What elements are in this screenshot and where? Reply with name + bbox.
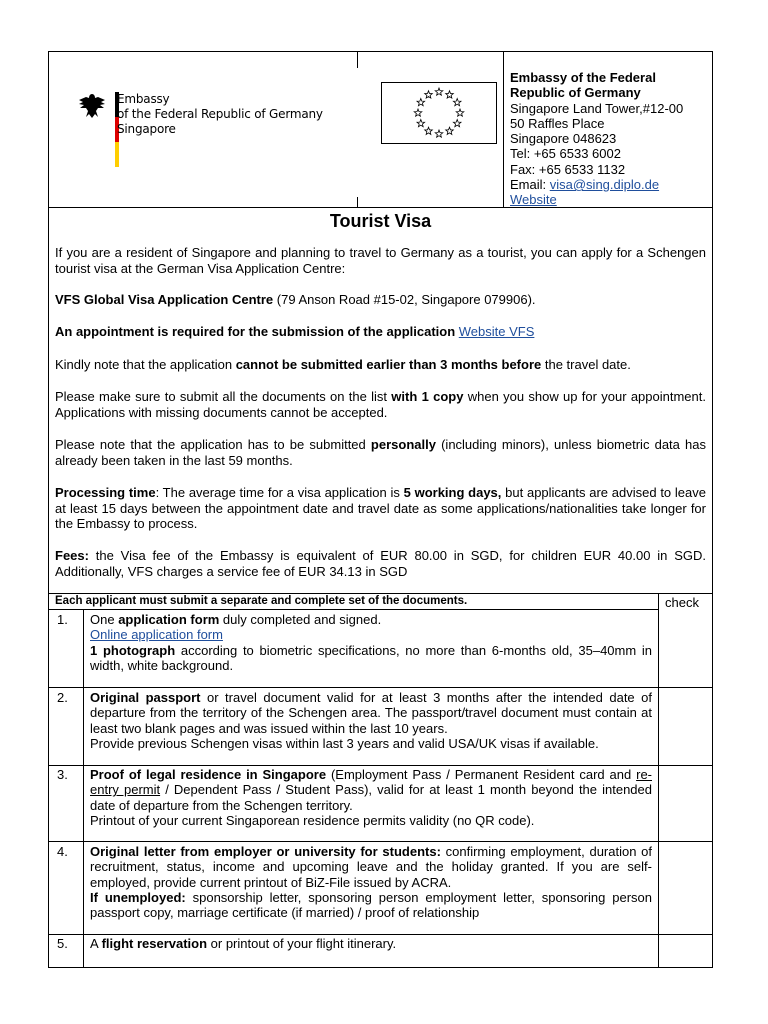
item-3-line	[90, 767, 652, 813]
vfs-address: (79 Anson Road #15-02, Singapore 079906).	[273, 292, 536, 307]
row-divider	[49, 934, 712, 935]
vfs-name: VFS Global Visa Application Centre	[55, 292, 274, 307]
checklist-item-3	[90, 767, 652, 828]
documents-paragraph	[55, 389, 706, 420]
item-1-photo-text: according to biometric specifications, no more than 6-months old, 35–40mm in width, white background.	[90, 642, 653, 673]
logo-line: of the Federal Republic of Germany	[117, 107, 323, 121]
item-number: 2.	[57, 690, 68, 705]
appointment-text: An appointment is required for the submission of the application	[55, 324, 456, 339]
address-line: Singapore Land Tower,#12-00	[510, 100, 684, 116]
item-1-line	[90, 612, 652, 627]
check-column-line	[658, 593, 659, 967]
vfs-paragraph	[55, 292, 706, 308]
item-3-post: / Dependent Pass / Student Pass), valid for at least 1 month beyond the intended date of departure from the Schengen territory.	[90, 782, 652, 813]
letterhead	[49, 52, 712, 209]
checklist-item-2	[90, 690, 652, 751]
item-4-bold2: If unemployed:	[90, 889, 186, 905]
fax-line: Fax: +65 6533 1132	[510, 161, 626, 177]
logo-text	[117, 92, 323, 137]
processing-pre: : The average time for a visa application is	[155, 485, 404, 500]
timing-paragraph	[55, 357, 706, 373]
timing-pre: Kindly note that the application	[55, 357, 236, 372]
intro-paragraph: If you are a resident of Singapore and planning to travel to Germany as a tourist, you can apply for a Schengen tourist visa at the German Visa Application Centre:	[55, 245, 706, 276]
embassy-name-line: Republic of Germany	[510, 85, 641, 101]
eu-star-icon	[446, 91, 454, 98]
item-number: 4.	[57, 844, 68, 859]
item-4-text: confirming employment, duration of recruitment, status, income and upcoming leave and the holiday granted. If you are self-employed, provide current printout of BiZ-File issued by ACRA.	[90, 844, 653, 890]
address-line: 50 Raffles Place	[510, 115, 605, 131]
item-4-text2: sponsorship letter, sponsoring person employment letter, sponsoring person passport copy, marriage certificate (if married) / proof of relationship	[90, 889, 652, 921]
check-column-header: check	[665, 595, 699, 610]
item-4-line	[90, 844, 652, 890]
document-frame	[48, 51, 713, 968]
item-number: 3.	[57, 767, 68, 782]
processing-post: but applicants are advised to leave at least 15 days between the appointment date and travel date as some applications/nationalities take longer for the Embassy to process.	[55, 485, 706, 531]
item-3-pre: (Employment Pass / Permanent Resident card and	[326, 767, 637, 782]
item-1-photo	[90, 643, 652, 674]
timing-post: the travel date.	[541, 357, 631, 372]
federal-eagle-icon	[77, 92, 107, 120]
eu-star-icon	[453, 120, 461, 127]
row-divider	[49, 687, 712, 688]
logo-line: Singapore	[117, 122, 176, 136]
item-5-pre: A	[90, 936, 102, 951]
embassy-address	[510, 70, 683, 208]
documents-pre: Please make sure to submit all the documents on the list	[55, 389, 392, 404]
checklist-header: Each applicant must submit a separate and complete set of the documents.	[55, 595, 468, 607]
item-2-extra: Provide previous Schengen visas within last 3 years and valid USA/UK visas if available.	[90, 735, 599, 751]
embassy-name-line: Embassy of the Federal	[510, 70, 656, 85]
item-number: 5.	[57, 936, 68, 951]
processing-label: Processing time	[55, 485, 156, 500]
item-1-bold: application form	[118, 612, 220, 627]
item-4-bold: Original letter from employer or university for students:	[90, 844, 441, 859]
online-application-link[interactable]: Online application form	[90, 627, 223, 643]
appointment-paragraph	[55, 324, 706, 340]
documents-post: when you show up for your appointment. Applications with missing documents cannot be accepted.	[55, 389, 706, 420]
email-label: Email:	[510, 177, 550, 193]
item-2-line	[90, 690, 652, 736]
eu-star-icon	[425, 127, 433, 134]
eu-flag	[381, 82, 497, 144]
item-5-post: or printout of your flight itinerary.	[207, 936, 397, 951]
eu-star-icon	[425, 91, 433, 98]
checklist-top-line	[49, 593, 712, 594]
phone-line: Tel: +65 6533 6002	[510, 146, 621, 162]
eu-star-icon	[453, 99, 461, 106]
eu-star-circle	[382, 83, 496, 143]
page-title: Tourist Visa	[329, 211, 432, 231]
item-2-text: or travel document valid for at least 3 months after the intended date of departure from the territory of the Schengen area. The passport/travel document must contain at least two blank pages and was issued within the last 10 years.	[90, 690, 652, 736]
item-3-bold: Proof of legal residence in Singapore	[90, 767, 327, 782]
eu-star-icon	[414, 109, 422, 116]
row-divider	[49, 841, 712, 842]
eu-star-icon	[446, 127, 454, 134]
personal-pre: Please note that the application has to be submitted	[55, 437, 371, 452]
address-line: Singapore 048623	[510, 131, 617, 147]
row-divider	[49, 765, 712, 766]
website-link[interactable]: Website	[510, 192, 557, 208]
item-3-extra: Printout of your current Singaporean residence permits validity (no QR code).	[90, 812, 535, 828]
processing-paragraph	[55, 485, 706, 532]
main-content	[55, 210, 707, 579]
processing-bold: 5 working days,	[403, 485, 502, 500]
item-number: 1.	[57, 612, 68, 627]
checklist-header-line	[49, 609, 658, 610]
item-2-bold: Original passport	[90, 690, 201, 705]
fees-paragraph	[55, 548, 706, 579]
item-4-unemployed	[90, 890, 652, 921]
email-line	[510, 177, 683, 192]
documents-bold: with 1 copy	[391, 389, 464, 404]
item-1-pre: One	[90, 612, 119, 627]
eu-star-icon	[435, 88, 443, 95]
eu-star-icon	[417, 120, 425, 127]
item-1-post: duly completed and signed.	[219, 612, 382, 627]
logo-line: Embassy	[117, 92, 170, 106]
fees-text: the Visa fee of the Embassy is equivalent of EUR 80.00 in SGD, for children EUR 40.00 in SGD. Additionally, VFS charges a service fee of EUR 34.13 in SGD	[55, 548, 706, 579]
number-column-line	[83, 609, 84, 967]
item-5-line	[90, 936, 652, 951]
fees-label: Fees:	[55, 548, 89, 563]
personal-bold: personally	[370, 437, 436, 452]
personal-post: (including minors), unless biometric data has already been taken in the last 59 months.	[55, 437, 707, 468]
re-entry-permit-text: re-entry permit	[90, 767, 652, 798]
checklist-item-1	[90, 612, 652, 673]
eu-star-icon	[456, 109, 464, 116]
eu-star-icon	[435, 130, 443, 137]
checklist-item-4	[90, 844, 652, 920]
flag-stripe-gold	[115, 142, 119, 167]
timing-bold: cannot be submitted earlier than 3 months before	[235, 357, 542, 372]
checklist-item-5	[90, 936, 652, 951]
item-5-bold: flight reservation	[101, 936, 208, 951]
eu-star-icon	[417, 99, 425, 106]
item-1-photo-bold: 1 photograph	[90, 642, 176, 658]
vfs-website-link[interactable]: Website VFS	[458, 324, 535, 339]
personal-paragraph	[55, 437, 706, 468]
email-link[interactable]: visa@sing.diplo.de	[549, 177, 660, 193]
